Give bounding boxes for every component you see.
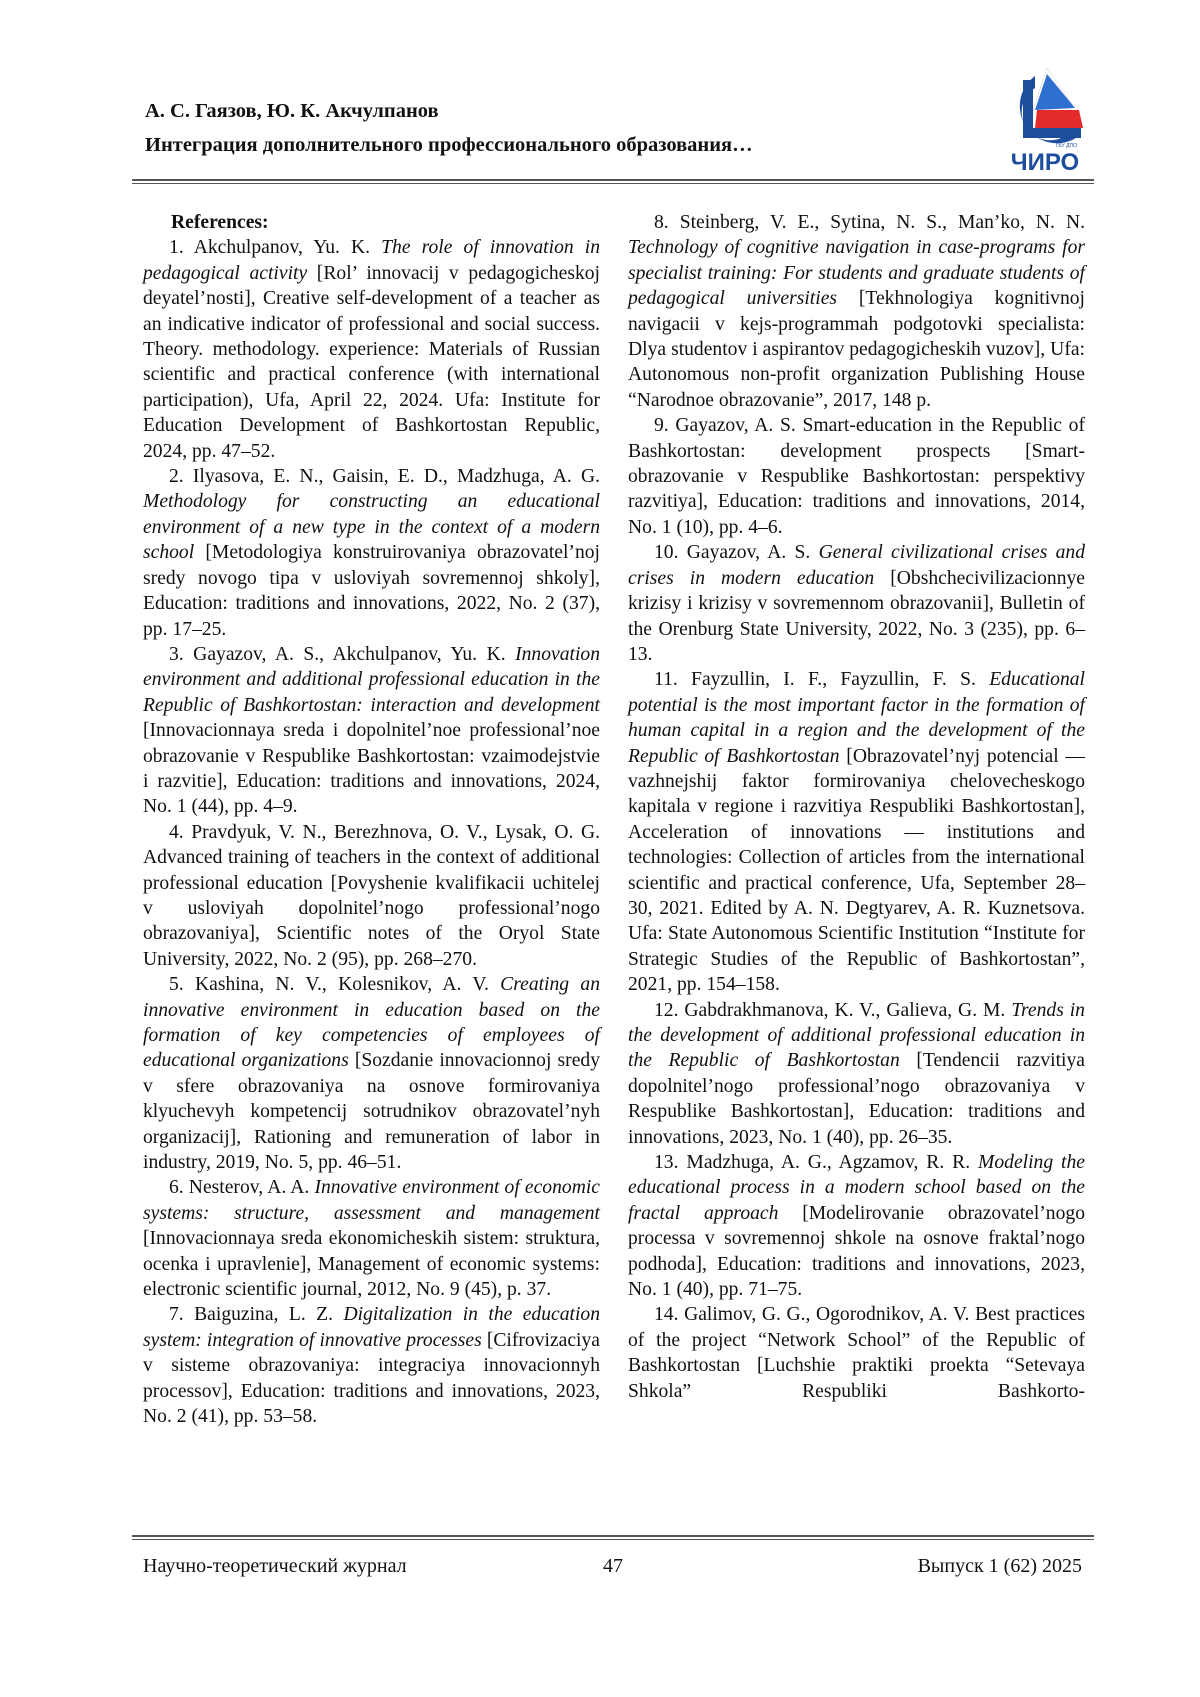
reference-title: Digitalization in the education system: integration of innovative processes bbox=[143, 1304, 600, 1350]
reference-title: Modeling the educational process in a modern school based on the fractal approach bbox=[628, 1152, 1085, 1224]
footer-issue: Выпуск 1 (62) 2025 bbox=[918, 1555, 1082, 1578]
reference-pre: 1. Akchulpanov, Yu. K. bbox=[169, 237, 381, 258]
reference-title: Methodology for constructing an educational environment of a new type in the context of a modern school bbox=[143, 491, 600, 563]
reference-item bbox=[143, 1302, 600, 1429]
reference-pre: 2. Ilyasova, E. N., Gaisin, E. D., Madzhuga, A. G. bbox=[169, 466, 600, 487]
reference-post: [Tendencii razvitiya dopolnitel’nogo professional’nogo obrazovaniya v Respublike Bashkortostan], Education: traditions and innovations, 2023, No. 1 (40), pp. 26–35. bbox=[628, 1050, 1085, 1147]
reference-post: [Innovacionnaya sreda i dopolnitel’noe professional’noe obrazovanie v Respublike Bashkortostan: vzaimodejstvie i razvitie], Education: traditions and innovations, 2024, No. 1 (44), pp. 4–9. bbox=[143, 720, 600, 817]
reference-post: [Innovacionnaya sreda ekonomicheskih sistem: struktura, ocenka i upravlenie], Management of economic systems: electronic scientific journal, 2012, No. 9 (45), p. 37. bbox=[143, 1228, 600, 1300]
reference-pre: 8. Steinberg, V. E., Sytina, N. S., Man’ko, N. N. bbox=[654, 212, 1085, 233]
reference-pre: 4. Pravdyuk, V. N., Berezhnova, O. V., Lysak, O. G. Advanced training of teachers in the context of additional professional education [Povyshenie kvalifikacii uchitelej v usloviyah dopolnitel’nogo professional’nogo obrazovaniya], Scientific notes of the Oryol State University, 2022, No. 2 (95), pp. 268–270. bbox=[143, 822, 600, 970]
reference-post: [Obshchecivilizacionnye krizisy i krizisy v sovremennom obrazovanii], Bulletin of the Orenburg State University, 2022, No. 3 (235), pp. 6–13. bbox=[628, 568, 1085, 665]
reference-item bbox=[628, 998, 1085, 1150]
reference-title: Innovative environment of economic systems: structure, assessment and management bbox=[143, 1177, 600, 1223]
reference-pre: 3. Gayazov, A. S., Akchulpanov, Yu. K. bbox=[169, 644, 515, 665]
reference-item bbox=[628, 667, 1085, 997]
reference-post: [Sozdanie innovacionnoj sredy v sfere obrazovaniya na osnove formirovaniya klyuchevyh kompetencij sotrudnikov obrazovatel’nyh organizacij], Rationing and remuneration of labor in industry, 2019, No. 5, pp. 46–51. bbox=[143, 1050, 600, 1173]
article-authors: А. С. Гаязов, Ю. К. Акчулпанов bbox=[145, 100, 439, 123]
reference-item bbox=[143, 820, 600, 972]
reference-title: General civilizational crises and crises in modern education bbox=[628, 542, 1085, 588]
reference-pre: 7. Baiguzina, L. Z. bbox=[169, 1304, 343, 1325]
reference-pre: 12. Gabdrakhmanova, K. V., Galieva, G. M. bbox=[654, 1000, 1011, 1021]
reference-item bbox=[628, 540, 1085, 667]
reference-pre: 9. Gayazov, A. S. Smart-education in the Republic of Bashkortostan: development prospects [Smart-obrazovanie v Respublike Bashkortostan: perspektivy razvitiya], Education: traditions and innovations, 2014, No. 1 (10), pp. 4–6. bbox=[628, 415, 1085, 538]
reference-post: [Modelirovanie obrazovatel’nogo processa v sovremennoj shkole na osnove fraktal’nogo podhoda], Education: traditions and innovations, 2023, No. 1 (40), pp. 71–75. bbox=[628, 1203, 1085, 1300]
chiro-logo-icon bbox=[995, 66, 1095, 174]
reference-pre: 6. Nesterov, A. A. bbox=[169, 1177, 314, 1198]
reference-pre: 13. Madzhuga, A. G., Agzamov, R. R. bbox=[654, 1152, 978, 1173]
references-heading: References: bbox=[171, 210, 600, 235]
reference-post: [Cifrovizaciya v sisteme obrazovaniya: integraciya innovacionnyh processov], Education: traditions and innovations, 2023, No. 2 (41), pp. 53–58. bbox=[143, 1330, 600, 1427]
reference-item bbox=[143, 235, 600, 464]
reference-item bbox=[628, 1150, 1085, 1302]
reference-pre: 11. Fayzullin, I. F., Fayzullin, F. S. bbox=[654, 669, 989, 690]
reference-item bbox=[143, 972, 600, 1175]
logo-text: ЧИРО bbox=[1011, 149, 1079, 174]
reference-item bbox=[628, 413, 1085, 540]
reference-title: Creating an innovative environment in education based on the formation of key competencies of employees of educational organizations bbox=[143, 974, 600, 1071]
reference-item bbox=[143, 642, 600, 820]
logo-subtext: ГБУ ДПО bbox=[1056, 143, 1077, 149]
footer-divider bbox=[132, 1535, 1094, 1540]
reference-title: Technology of cognitive navigation in case-programs for specialist training: For students and graduate students of pedagogical universities bbox=[628, 237, 1085, 309]
reference-title: Innovation environment and additional professional education in the Republic of Bashkortostan: interaction and development bbox=[143, 644, 600, 716]
reference-post: [Tekhnologiya kognitivnoj navigacii v kejs-programmah podgotovki specialista: Dlya studentov i aspirantov pedagogicheskih vuzov], Ufa: Autonomous non-profit organization Publishing House “Narodnoe obrazovanie”, 2017, 148 p. bbox=[628, 288, 1085, 411]
header-divider bbox=[132, 179, 1094, 184]
reference-pre: 10. Gayazov, A. S. bbox=[654, 542, 819, 563]
reference-pre: 14. Galimov, G. G., Ogorodnikov, A. V. Best practices of the project “Network School” of the Republic of Bashkortostan [Luchshie praktiki proekta “Setevaya Shkola” Respubliki Bashkorto- bbox=[628, 1304, 1085, 1401]
reference-item bbox=[628, 210, 1085, 413]
reference-pre: 5. Kashina, N. V., Kolesnikov, A. V. bbox=[169, 974, 500, 995]
reference-item bbox=[143, 464, 600, 642]
article-title: Интеграция дополнительного профессионального образования… bbox=[145, 134, 753, 157]
reference-post: [Rol’ innovacij v pedagogicheskoj deyatel’nosti], Creative self-development of a teacher as an indicative indicator of professional and social success. Theory. methodology. experience: Materials of Russian scientific and practical conference (with international participation), Ufa, April 22, 2024. Ufa: Institute for Education Development of Bashkortostan Republic, 2024, pp. 47–52. bbox=[143, 263, 600, 462]
left-column bbox=[143, 210, 600, 1430]
reference-item bbox=[628, 1302, 1085, 1404]
reference-post: [Metodologiya konstruirovaniya obrazovatel’noj sredy novogo tipa v usloviyah sovremennoj shkoly], Education: traditions and innovations, 2022, No. 2 (37), pp. 17–25. bbox=[143, 542, 600, 639]
reference-title: Trends in the development of additional professional education in the Republic of Bashkortostan bbox=[628, 1000, 1085, 1072]
page-number: 47 bbox=[603, 1555, 623, 1578]
reference-title: The role of innovation in pedagogical activity bbox=[143, 237, 600, 283]
footer-journal: Научно-теоретический журнал bbox=[143, 1555, 407, 1578]
reference-item bbox=[143, 1175, 600, 1302]
reference-title: Educational potential is the most important factor in the formation of human capital in a region and the development of the Republic of Bashkortostan bbox=[628, 669, 1085, 766]
right-column bbox=[628, 210, 1085, 1404]
reference-post: [Obrazovatel’nyj potencial — vazhnejshij faktor formirovaniya chelovecheskogo kapitala v regione i razvitiya Respubliki Bashkortostan], Acceleration of innovations — institutions and technologies: Collection of articles from the international scientific and practical conference, Ufa, September 28–30, 2021. Edited by A. N. Degtyarev, A. R. Kuznetsova. Ufa: State Autonomous Scientific Institution “Institute for Strategic Studies of the Republic of Bashkortostan”, 2021, pp. 154–158. bbox=[628, 746, 1085, 996]
